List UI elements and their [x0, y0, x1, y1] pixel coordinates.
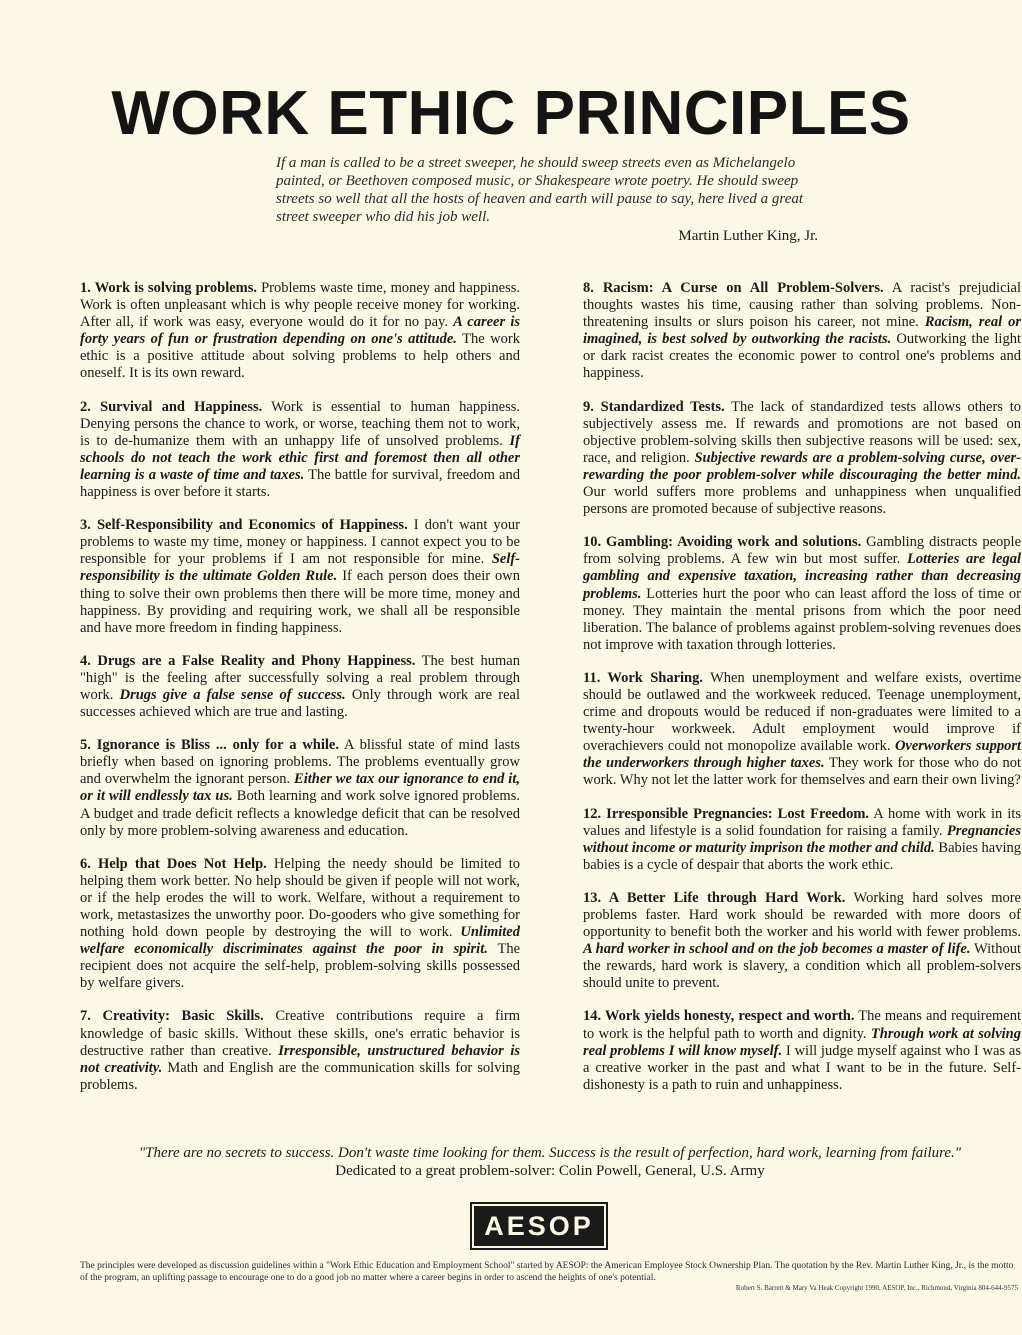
principle-heading: 11. Work Sharing. [583, 669, 703, 686]
principle-heading: 5. Ignorance is Bliss ... only for a while. [80, 737, 339, 754]
principle-emphasis: Drugs give a false sense of success. [119, 686, 346, 703]
principle-2 [80, 399, 520, 502]
principle-text: Problems waste time, money and happiness. Work is often unpleasant which is why people receive money for working. After all, if work was easy, everyone would do it for no pay. [80, 280, 520, 331]
principle-8 [583, 280, 1021, 383]
principle-emphasis: Self-responsibility is the ultimate Golden Rule. [80, 551, 520, 585]
principle-heading: 3. Self-Responsibility and Economics of Happiness. [80, 517, 408, 534]
principle-text: Helping the needy should be limited to helping them work better. No help should be given if people will not work, or if the help erodes the will to work. Welfare, without a requirement to work, metastasizes the unworthy poor. Do-gooders who give something for nothing hold down people by destroying the will to work. [80, 855, 521, 941]
principle-emphasis: If schools do not teach the work ethic first and foremost then all other learning is a waste of time and taxes. [80, 432, 520, 483]
principle-text: The best human "high" is the feeling after successfully solving a real problem through work. [80, 652, 520, 703]
principle-13 [583, 890, 1021, 993]
principle-emphasis: Overworkers support the underworkers through higher taxes. [583, 738, 1021, 772]
principle-heading: 13. A Better Life through Hard Work. [583, 889, 846, 906]
principle-14 [583, 1008, 1021, 1093]
principle-emphasis: Irresponsible, unstructured behavior is not creativity. [80, 1042, 520, 1076]
principle-text: Lotteries hurt the poor who can least afford the loss of time or money. They maintain the mental prisons from which the poor need liberation. The balance of problems against problem-solving revenues does not improve with taxation through lotteries. [583, 585, 1021, 653]
copyright-credit: Robert S. Barrett & Mary Va Heak Copyright 1990, AESOP, Inc., Richmond, Virginia 804-644-9575 [735, 1284, 1018, 1292]
principle-text: Babies having babies is a cycle of despair that aborts the work ethic. [583, 839, 1021, 873]
principle-text: I will judge myself against who I was as a creative worker in the past and what I want to be in the future. Self-dishonesty is a path to ruin and unhappiness. [583, 1042, 1021, 1093]
principle-text: Working hard solves more problems faster. Hard work should be rewarded with more doors of opportunity to benefit both the worker and his world with fewer problems. [583, 889, 1021, 941]
principle-emphasis: A hard worker in school and on the job becomes a master of life. [583, 941, 971, 958]
principle-heading: 9. Standardized Tests. [583, 398, 725, 415]
page-title: WORK ETHIC PRINCIPLES [111, 79, 911, 148]
dedication: Dedicated to a great problem-solver: Colin Powell, General, U.S. Army [335, 1163, 765, 1179]
principle-text: Creative contributions require a firm knowledge of basic skills. Without these skills, one's erratic behavior is destructive rather than creative. [80, 1008, 520, 1059]
principle-text: Work is essential to human happiness. Denying persons the chance to work, or worse, teaching them not to work, is to de-humanize them with an unhappy life of unsolved problems. [80, 398, 520, 449]
principle-6 [80, 856, 520, 993]
epigraph-quote: If a man is called to be a street sweeper, he should sweep streets even as Michelangelo painted, or Beethoven composed music, or Shakespeare wrote poetry. He should sweep streets so well that all the hosts of heaven and earth will pause to say, here lived a great street sweeper who did his job well. [276, 155, 804, 225]
closing-quote: "There are no secrets to success. Don't waste time looking for them. Success is the result of perfection, hard work, learning from failure." [138, 1145, 962, 1161]
principle-emphasis: Subjective rewards are a problem-solving curse, over-rewarding the poor problem-solver while discouraging the better mind. [583, 449, 1021, 483]
principle-1 [80, 280, 520, 383]
principle-heading: 4. Drugs are a False Reality and Phony Happiness. [80, 652, 416, 669]
principle-text: I don't want your problems to waste my time, money or happiness. I cannot expect you to be responsible for your problems if I am not responsible for mine. [80, 517, 520, 568]
principle-text: Without the rewards, hard work is slavery, a condition which all problem-solvers should unite to prevent. [583, 941, 1021, 992]
principle-3 [80, 517, 520, 637]
principle-7 [80, 1008, 520, 1093]
principle-9 [583, 399, 1021, 519]
principle-emphasis: Unlimited welfare economically discriminates against the poor in spirit. [80, 924, 520, 958]
closing-section [80, 1144, 1020, 1180]
principle-emphasis: A career is forty years of fun or frustration depending on one's attitude. [80, 314, 520, 348]
principle-heading: 7. Creativity: Basic Skills. [80, 1008, 264, 1025]
principle-text: A home with work in its values and lifestyle is a solid foundation for raising a family. [583, 805, 1021, 839]
principle-text: If each person does their own thing to solve their own problems then there will be more time, money and happiness. By providing and requiring work, we shall all be responsible and have more freedom in finding happiness. [80, 568, 520, 636]
aesop-logo: AESOP [474, 1206, 604, 1246]
principle-heading: 10. Gambling: Avoiding work and solutions. [583, 534, 862, 551]
principle-11 [583, 670, 1021, 790]
principle-text: Math and English are the communication skills for solving problems. [80, 1059, 520, 1093]
principle-heading: 14. Work yields honesty, respect and worth. [583, 1008, 855, 1025]
principle-text: Outworking the light or dark racist creates the economic power to control one's problems and happiness. [583, 331, 1021, 382]
principle-12 [583, 806, 1021, 874]
principle-heading: 1. Work is solving problems. [80, 280, 257, 296]
principle-emphasis: Lotteries are legal gambling and expensive taxation, increasing rather than decreasing problems. [583, 551, 1021, 602]
principle-emphasis: Either we tax our ignorance to end it, or it will endlessly tax us. [80, 771, 520, 805]
principle-text: A blissful state of mind lasts briefly when based on ignoring problems. The problems eventually grow and overwhelm the ignorant person. [80, 737, 520, 788]
principle-text: The means and requirement to work is the helpful path to worth and dignity. [583, 1008, 1022, 1042]
principle-4 [80, 653, 520, 721]
principle-text: The recipient does not acquire the self-help, problem-solving skills possessed by welfare givers. [80, 941, 521, 992]
principle-emphasis: Racism, real or imagined, is best solved by outworking the racists. [583, 314, 1022, 348]
footer-note: The principles were developed as discussion guidelines within a "Work Ethic Education and Employment School" started by AESOP: the American Employee Stock Ownership Plan. The quotation by the Rev. Martin Luther King, Jr., is the motto of the program, an uplifting passage to encourage one to do a good job no matter where a career begins in order to ascend the heights of one's potential. [80, 1261, 1014, 1283]
principle-heading: 6. Help that Does Not Help. [80, 855, 267, 872]
principle-text: When unemployment and welfare exists, overtime should be outlawed and the workweek reduced. Teenage unemployment, crime and dropouts would be reduced if non-graduates were limited to a twenty-hour workweek. Adult employment would improve if overachievers could not monopolize available work. [583, 669, 1022, 755]
principle-heading: 8. Racism: A Curse on All Problem-Solvers. [583, 280, 884, 296]
epigraph-author: Martin Luther King, Jr. [678, 228, 818, 244]
principle-text: The battle for survival, freedom and happiness is over before it starts. [80, 466, 520, 501]
principle-text: Both learning and work solve ignored problems. A budget and trade deficit reflects a knowledge deficit that can be resolved only by more problem-solving awareness and education. [80, 788, 520, 839]
principle-heading: 2. Survival and Happiness. [80, 398, 263, 415]
principle-text: A racist's prejudicial thoughts wastes his time, causing rather than solving problems. Non-threatening insults or slurs poison his career, not mine. [583, 280, 1021, 331]
principle-text: The lack of standardized tests allows others to subjectively assess me. If rewards and promotions are not based on objective problem-solving skills then subjective reasons will be used: sex, race, and religion. [583, 398, 1021, 466]
principle-text: Our world suffers more problems and unhappiness when unqualified persons are promoted because of subjective reasons. [583, 484, 1021, 518]
left-column [80, 280, 520, 1110]
principle-text: The work ethic is a positive attitude about solving problems to help others and oneself. It is its own reward. [80, 331, 520, 382]
principle-5 [80, 737, 520, 840]
principle-text: Gambling distracts people from solving problems. A few win but most suffer. [583, 534, 1021, 568]
principle-emphasis: Pregnancies without income or maturity imprison the mother and child. [583, 822, 1021, 856]
right-column [583, 280, 1021, 1110]
principle-emphasis: Through work at solving real problems I will know myself. [583, 1025, 1021, 1059]
principle-10 [583, 534, 1021, 654]
principle-text: Only through work are real successes achieved which are true and lasting. [80, 686, 520, 721]
principle-heading: 12. Irresponsible Pregnancies: Lost Freedom. [583, 805, 870, 822]
principle-text: They work for those who do not work. Why not let the latter work for themselves and earn their own living? [583, 755, 1021, 789]
